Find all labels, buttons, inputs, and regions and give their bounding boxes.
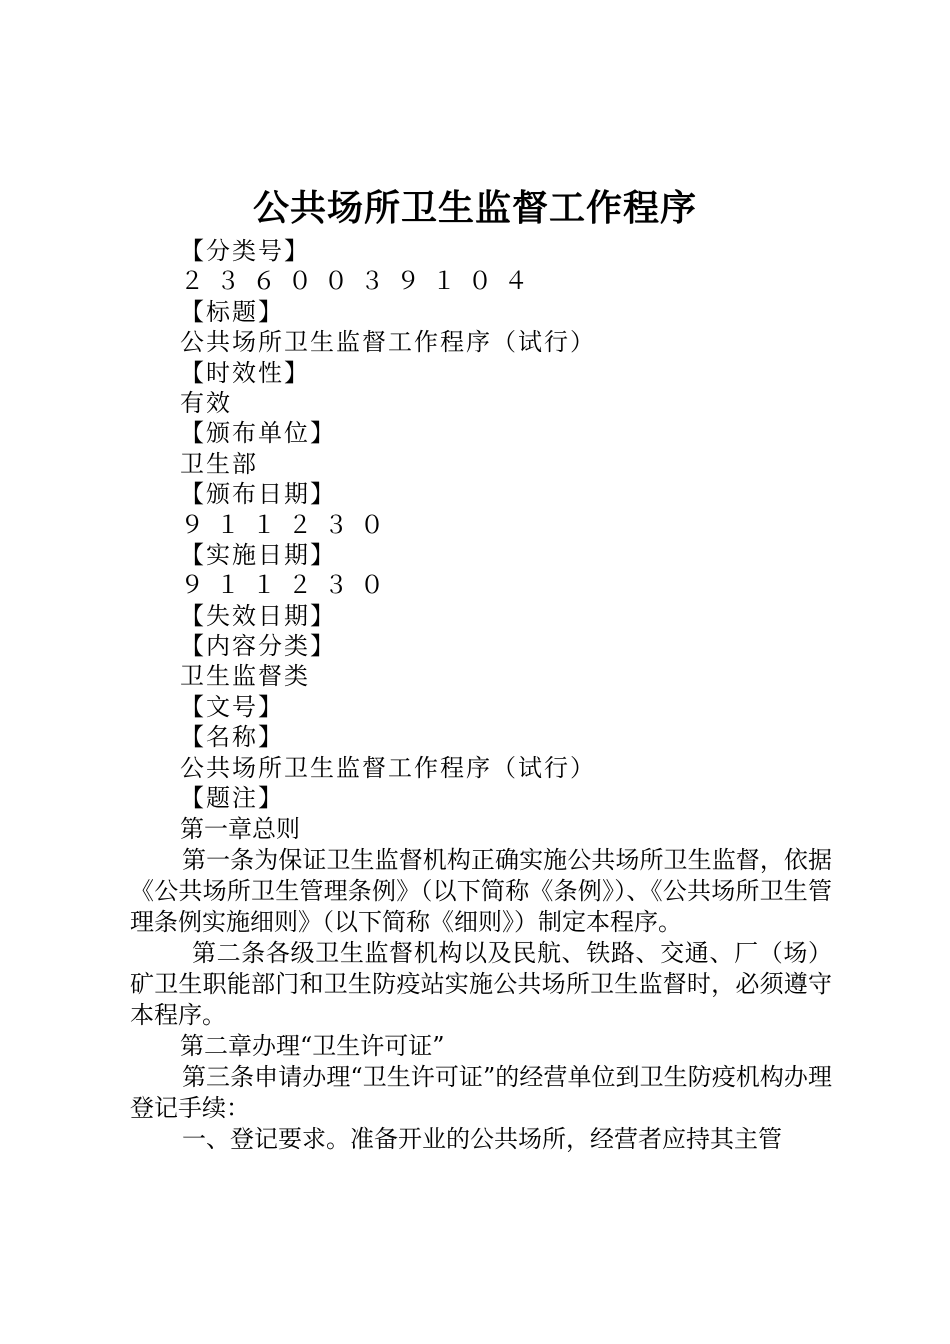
note-label: 【题注】	[180, 784, 284, 813]
document-title: 公共场所卫生监督工作程序	[252, 187, 697, 229]
title-value: 公共场所卫生监督工作程序（试行）	[180, 328, 596, 357]
issuer-value: 卫生部	[180, 449, 258, 478]
classification-label: 【分类号】	[180, 237, 310, 265]
name-value: 公共场所卫生监督工作程序（试行）	[180, 753, 596, 782]
chapter-heading: 第二章办理“卫生许可证”	[180, 1032, 445, 1060]
effective-date-value: ９１１２３０	[180, 571, 396, 600]
doc-no-label: 【文号】	[180, 692, 284, 721]
item-paragraph: 一、登记要求。准备开业的公共场所，经营者应持其主管	[182, 1125, 782, 1153]
classification-value: ２３６００３９１０４	[180, 267, 540, 296]
title-label: 【标题】	[180, 297, 284, 326]
issuer-label: 【颁布单位】	[180, 419, 336, 448]
document-body	[130, 814, 832, 1155]
article-paragraph: 第一条为保证卫生监督机构正确实施公共场所卫生监督，依据《公共场所卫生管理条例》（以下简称《条例》）、《公共场所卫生管理条例实施细则》（以下简称《细则》）制定本程序。	[130, 846, 832, 936]
validity-label: 【时效性】	[180, 358, 310, 387]
article-paragraph: 第二条各级卫生监督机构以及民航、铁路、交通、厂（场）矿卫生职能部门和卫生防疫站实施公共场所卫生监督时，必须遵守本程序。	[130, 939, 832, 1029]
category-label: 【内容分类】	[180, 632, 336, 661]
validity-value: 有效	[180, 388, 232, 417]
category-value: 卫生监督类	[180, 662, 310, 691]
name-label: 【名称】	[180, 723, 284, 752]
article-paragraph: 第三条申请办理“卫生许可证”的经营单位到卫生防疫机构办理登记手续：	[130, 1063, 832, 1122]
effective-date-label: 【实施日期】	[180, 540, 336, 569]
chapter-heading: 第一章总则	[180, 815, 300, 843]
expiry-date-label: 【失效日期】	[180, 601, 336, 630]
issue-date-label: 【颁布日期】	[180, 480, 336, 509]
issue-date-value: ９１１２３０	[180, 510, 396, 539]
metadata-block	[180, 236, 840, 813]
